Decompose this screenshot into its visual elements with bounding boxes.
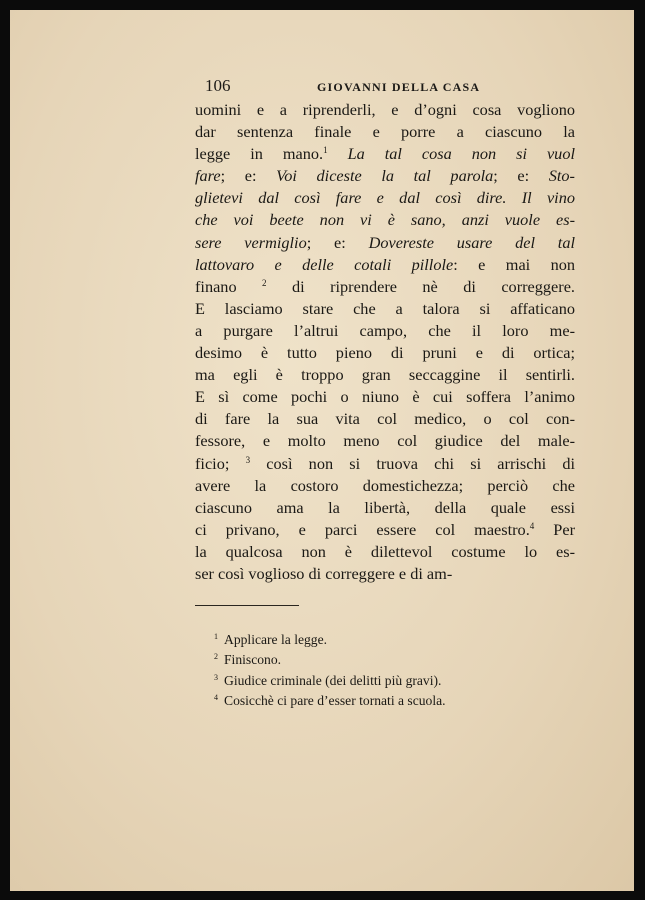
text-line — [195, 209, 575, 231]
text-line — [195, 342, 575, 364]
text-segment: legge in mano. — [195, 144, 324, 164]
footnote-reference: 1 — [323, 145, 328, 156]
text-segment: ; e: — [220, 166, 277, 186]
text-segment: : e mai non — [453, 254, 576, 274]
text-line — [195, 165, 575, 187]
text-segment: dar sentenza finale e porre a ciascuno la — [195, 122, 575, 142]
text-segment: ; e: — [306, 232, 369, 252]
text-line — [195, 298, 575, 320]
footnote-text: Applicare la legge. — [224, 632, 328, 647]
italic-text: che voi beete non vi è sano, anzi vuole es- — [195, 210, 575, 230]
page-number: 106 — [205, 76, 231, 95]
text-segment: uomini e a riprenderli, e d’ogni cosa vogliono — [195, 100, 575, 119]
text-segment: a purgare l’altrui campo, che il loro me- — [195, 320, 575, 340]
footnote — [214, 669, 574, 689]
text-segment: Per — [534, 519, 575, 539]
text-line — [195, 519, 575, 541]
italic-text: lattovaro e delle cotali pillole — [195, 254, 454, 274]
text-line — [195, 541, 575, 563]
text-segment: ma egli è troppo gran seccaggine il sentirli. — [195, 365, 575, 385]
text-line — [195, 364, 575, 386]
footnote — [214, 628, 574, 648]
text-segment: desimo è tutto pieno di pruni e di ortica; — [195, 343, 575, 363]
text-segment: fessore, e molto meno col giudice del male- — [195, 431, 575, 451]
text-segment: E sì come pochi o niuno è cui soffera l’animo — [195, 387, 575, 407]
text-segment: E lasciamo stare che a talora si affaticano — [195, 298, 575, 318]
text-line — [195, 475, 575, 497]
text-line — [195, 386, 575, 408]
italic-text: La tal cosa non si vuol — [347, 144, 575, 164]
footnote-reference: 4 — [529, 520, 535, 531]
running-title: GIOVANNI DELLA CASA — [317, 80, 481, 94]
footnote-text: Giudice criminale (dei delitti più gravi). — [224, 672, 442, 688]
text-line — [195, 187, 575, 209]
text-line — [195, 276, 575, 298]
italic-text: sere vermiglio — [195, 232, 307, 252]
footnotes — [214, 628, 574, 709]
text-line — [195, 254, 575, 276]
text-segment: ficio; — [195, 453, 246, 473]
text-line — [195, 143, 575, 165]
text-segment: la qualcosa non è dilettevol costume lo es- — [195, 541, 575, 561]
text-segment: così non si truova chi si arrischi di — [250, 453, 575, 473]
footnote-mark: 4 — [214, 692, 218, 702]
text-segment — [328, 144, 348, 163]
text-line — [195, 497, 575, 519]
footnote — [214, 689, 574, 709]
footnote-text: Cosicchè ci pare d’esser tornati a scuola. — [224, 692, 446, 708]
text-line — [195, 232, 575, 254]
footnote-reference: 2 — [262, 277, 267, 288]
text-segment: ; e: — [493, 166, 549, 186]
text-line — [195, 430, 575, 452]
italic-text: fare — [195, 166, 221, 186]
italic-text: glietevi dal così fare e dal così dire. Il vino — [195, 188, 575, 208]
body-text — [195, 99, 575, 585]
text-line — [195, 563, 575, 585]
italic-text: Sto- — [548, 166, 575, 186]
text-segment: finano — [195, 276, 263, 296]
italic-text: Dovereste usare del tal — [368, 232, 575, 252]
text-segment: di riprendere nè di correggere. — [266, 276, 575, 296]
text-segment: ciascuno ama la libertà, della quale essi — [195, 497, 575, 517]
text-line — [195, 320, 575, 342]
footnote-reference: 3 — [245, 454, 251, 465]
text-segment: ser così voglioso di correggere e di am- — [195, 563, 453, 583]
footnote — [214, 648, 574, 668]
text-segment: ci privano, e parci essere col maestro. — [195, 519, 530, 539]
footnote-mark: 2 — [214, 652, 218, 662]
footnote-mark: 3 — [214, 672, 218, 682]
footnote-separator — [195, 605, 299, 606]
footnote-text: Finiscono. — [224, 652, 282, 668]
text-segment: avere la costoro domestichezza; perciò che — [195, 475, 575, 495]
text-line — [195, 408, 575, 430]
text-line — [195, 99, 575, 121]
footnote-mark: 1 — [214, 632, 218, 641]
text-line — [195, 453, 575, 475]
text-line — [195, 121, 575, 143]
text-segment: di fare la sua vita col medico, o col con- — [195, 409, 575, 429]
italic-text: Voi diceste la tal parola — [276, 166, 494, 186]
page-header — [205, 76, 585, 98]
